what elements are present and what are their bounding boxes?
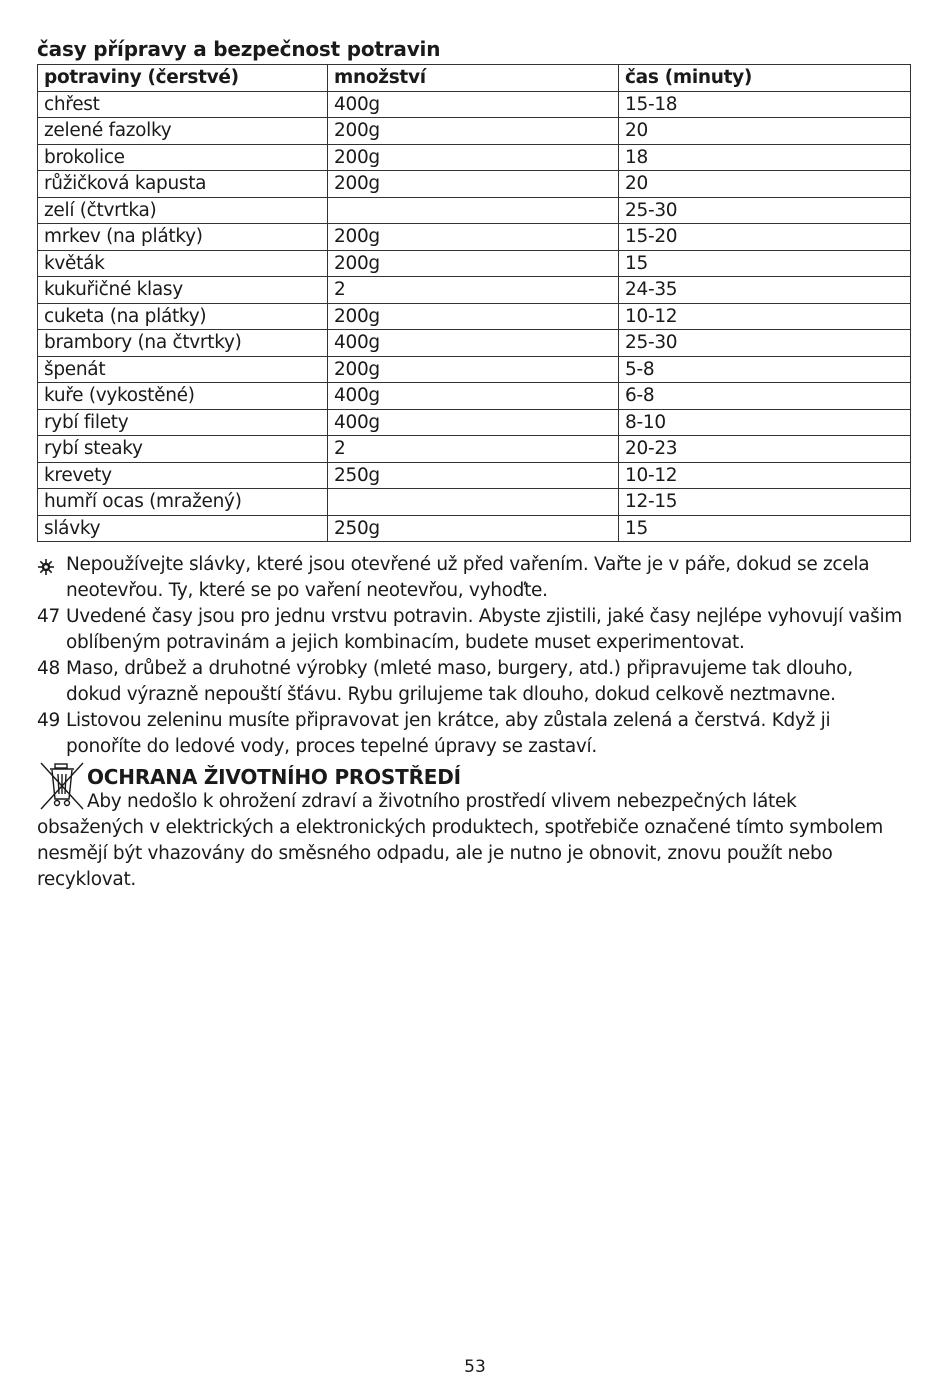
cell-food: cuketa (na plátky): [38, 303, 328, 330]
cell-food: rybí filety: [38, 409, 328, 436]
cell-time: 20: [619, 118, 911, 145]
cell-quantity: [328, 489, 619, 516]
cell-time: 15-18: [619, 91, 911, 118]
cell-quantity: 200g: [328, 250, 619, 277]
table-row: [38, 383, 911, 410]
table-row: [38, 91, 911, 118]
cell-food: brambory (na čtvrtky): [38, 330, 328, 357]
table-row: [38, 409, 911, 436]
cell-time: 18: [619, 144, 911, 171]
cell-time: 10-12: [619, 462, 911, 489]
table-row: [38, 277, 911, 304]
cell-quantity: [328, 197, 619, 224]
cell-quantity: 2: [328, 277, 619, 304]
table-body: [38, 91, 911, 542]
cell-quantity: 200g: [328, 144, 619, 171]
page-number: 53: [464, 1357, 486, 1377]
cell-quantity: 2: [328, 436, 619, 463]
cell-time: 25-30: [619, 197, 911, 224]
cell-time: 15: [619, 515, 911, 542]
crossed-bin-icon: [37, 761, 87, 811]
table-row: [38, 118, 911, 145]
cell-quantity: 400g: [328, 409, 619, 436]
table-row: [38, 489, 911, 516]
table-row: [38, 462, 911, 489]
column-header-food: potraviny (čerstvé): [38, 65, 328, 92]
table-row: [38, 171, 911, 198]
cell-quantity: 250g: [328, 462, 619, 489]
note-number: 48: [37, 658, 60, 679]
environment-text: obsažených v elektrických a elektronických produktech, spotřebiče označené tímto symbolem nesmějí být vhazovány do směsného odpadu, ale je nutno je obnovit, znovu použít nebo recyklovat.: [37, 817, 883, 890]
cell-time: 25-30: [619, 330, 911, 357]
environment-title: OCHRANA ŽIVOTNÍHO PROSTŘEDÍ: [87, 765, 461, 789]
cooking-times-table: [37, 64, 911, 542]
cell-food: zelené fazolky: [38, 118, 328, 145]
column-header-time: čas (minuty): [619, 65, 911, 92]
cell-food: humří ocas (mražený): [38, 489, 328, 516]
cell-quantity: 200g: [328, 303, 619, 330]
notes-list: [37, 552, 910, 760]
cell-time: 5-8: [619, 356, 911, 383]
section-title: časy přípravy a bezpečnost potravin: [37, 37, 441, 61]
note-text: Uvedené časy jsou pro jednu vrstvu potravin. Abyste zjistili, jaké časy nejlépe vyhovují vašim oblíbeným potravinám a jejich kombinacím, budete muset experimentovat.: [66, 606, 902, 653]
document-page: [37, 36, 910, 893]
note-number: 47: [37, 606, 60, 627]
cell-food: brokolice: [38, 144, 328, 171]
table-row: [38, 197, 911, 224]
cell-time: 8-10: [619, 409, 911, 436]
note-number: 49: [37, 710, 60, 731]
table-row: [38, 356, 911, 383]
cell-food: kukuřičné klasy: [38, 277, 328, 304]
list-item: [37, 552, 910, 604]
note-text: Nepoužívejte slávky, které jsou otevřené už před vařením. Vařte je v páře, dokud se zcela neotevřou. Ty, které se po vaření neotevřou, vyhoďte.: [66, 554, 870, 601]
table-row: [38, 144, 911, 171]
table-row: [38, 515, 911, 542]
table-row: [38, 303, 911, 330]
cell-time: 15-20: [619, 224, 911, 251]
cell-quantity: 200g: [328, 118, 619, 145]
table-row: [38, 250, 911, 277]
table-row: [38, 330, 911, 357]
cell-quantity: 400g: [328, 91, 619, 118]
table-row: [38, 436, 911, 463]
cell-food: růžičková kapusta: [38, 171, 328, 198]
table-header-row: [38, 65, 911, 92]
list-item: [37, 656, 910, 708]
cell-quantity: 200g: [328, 356, 619, 383]
cell-food: špenát: [38, 356, 328, 383]
cell-time: 15: [619, 250, 911, 277]
cell-food: chřest: [38, 91, 328, 118]
table-row: [38, 224, 911, 251]
cell-quantity: 200g: [328, 224, 619, 251]
cell-time: 12-15: [619, 489, 911, 516]
cell-food: zelí (čtvrtka): [38, 197, 328, 224]
cell-food: kuře (vykostěné): [38, 383, 328, 410]
cell-food: krevety: [38, 462, 328, 489]
cell-quantity: 200g: [328, 171, 619, 198]
list-item: [37, 604, 910, 656]
list-item: [37, 708, 910, 760]
cell-quantity: 250g: [328, 515, 619, 542]
cell-quantity: 400g: [328, 383, 619, 410]
cell-quantity: 400g: [328, 330, 619, 357]
note-text: Listovou zeleninu musíte připravovat jen krátce, aby zůstala zelená a čerstvá. Když ji ponoříte do ledové vody, proces tepelné úpravy se zastaví.: [66, 710, 831, 757]
star-icon: [37, 552, 66, 576]
cell-time: 10-12: [619, 303, 911, 330]
cell-time: 24-35: [619, 277, 911, 304]
cell-time: 20: [619, 171, 911, 198]
column-header-quantity: množství: [328, 65, 619, 92]
cell-time: 6-8: [619, 383, 911, 410]
environment-text-first-line: Aby nedošlo k ohrožení zdraví a životního prostředí vlivem nebezpečných látek: [87, 791, 797, 812]
cell-food: slávky: [38, 515, 328, 542]
cell-food: rybí steaky: [38, 436, 328, 463]
cell-food: květák: [38, 250, 328, 277]
cell-time: 20-23: [619, 436, 911, 463]
note-text: Maso, drůbež a druhotné výrobky (mleté maso, burgery, atd.) připravujeme tak dlouho, dokud výrazně nepouští šťávu. Rybu grilujeme tak dlouho, dokud celkově neztmavne.: [66, 658, 853, 705]
cell-food: mrkev (na plátky): [38, 224, 328, 251]
